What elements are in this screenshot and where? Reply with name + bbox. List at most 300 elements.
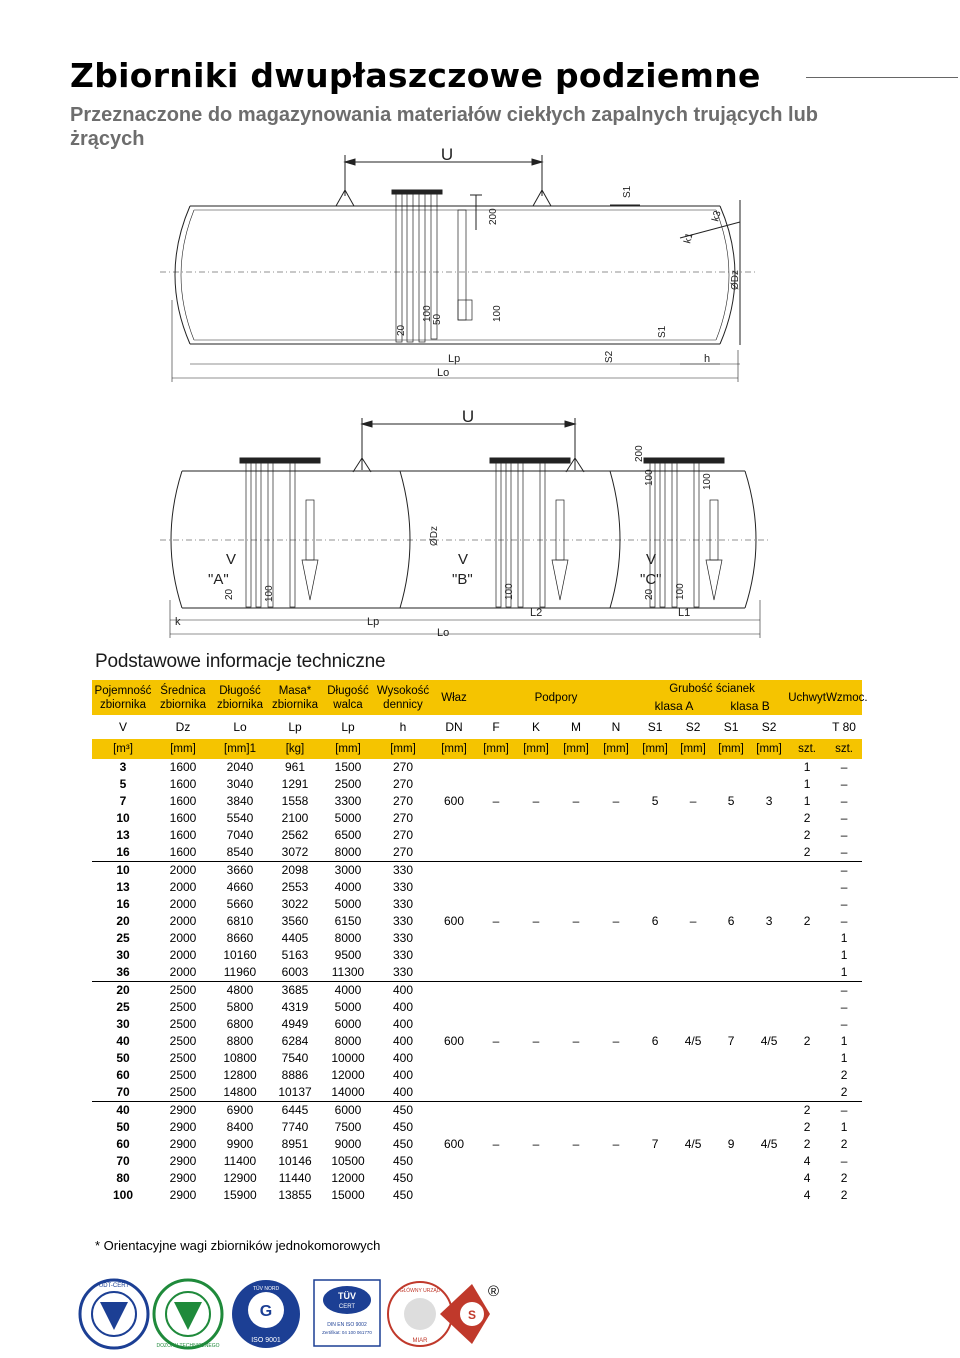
symbol-cell: Dz xyxy=(175,719,191,734)
table-cell-shared: 4/5 xyxy=(684,1137,702,1151)
table-cell: 330 xyxy=(392,880,414,894)
table-cell: 13 xyxy=(116,828,130,842)
table-cell-shared xyxy=(432,1016,476,1033)
table-cell-shared: – xyxy=(492,1137,500,1151)
table-cell: 20 xyxy=(116,914,130,928)
table-cell-shared xyxy=(750,759,788,776)
header-dlugosc: Długość zbiornika xyxy=(212,680,268,715)
iso-9001-logo xyxy=(232,1280,300,1348)
table-cell-shared xyxy=(476,1067,516,1084)
table-cell-shared xyxy=(516,1102,556,1120)
table-cell-shared xyxy=(712,1170,750,1187)
table-cell: 8540 xyxy=(212,844,268,862)
table-cell-shared xyxy=(636,1170,674,1187)
table-cell-shared: – xyxy=(492,794,500,808)
table-cell-shared xyxy=(636,930,674,947)
table-cell: 7 xyxy=(119,794,127,808)
unit-cell: [mm] xyxy=(596,739,636,759)
table-cell-shared xyxy=(476,1102,516,1120)
table-cell-shared xyxy=(556,827,596,844)
table-cell-shared: – xyxy=(612,1034,620,1048)
table-cell-wzmoc: – xyxy=(840,794,848,808)
table-cell-uchwyt xyxy=(788,1067,826,1084)
table-cell-shared xyxy=(750,827,788,844)
table-cell: 270 xyxy=(374,844,432,862)
table-cell: 1600 xyxy=(169,760,197,774)
table-cell: 4000 xyxy=(334,880,362,894)
s1-bottom-label: S1 xyxy=(657,325,668,338)
table-cell: 961 xyxy=(284,760,306,774)
table-cell-shared xyxy=(750,999,788,1016)
table-cell-shared: 7 xyxy=(651,1137,659,1151)
table-cell-shared xyxy=(596,1050,636,1067)
table-cell-shared xyxy=(432,1050,476,1067)
symbol-cell: K xyxy=(531,719,540,734)
table-cell: 400 xyxy=(392,1000,414,1014)
table-cell-shared xyxy=(636,810,674,827)
table-cell-shared xyxy=(596,1187,636,1204)
table-row xyxy=(92,1136,862,1153)
table-cell: 3040 xyxy=(226,777,254,791)
table-cell-shared xyxy=(476,1084,516,1102)
table-cell: 6900 xyxy=(226,1103,254,1117)
table-cell-shared: 4/5 xyxy=(760,1137,778,1151)
table-cell-shared xyxy=(596,1102,636,1120)
unit-cell: [mm] xyxy=(556,739,596,759)
unit-cell: [mm] xyxy=(432,739,476,759)
table-cell-wzmoc: – xyxy=(840,828,848,842)
table-cell-shared xyxy=(712,982,750,1000)
table-cell-shared xyxy=(432,930,476,947)
unit-cell: [mm] xyxy=(516,739,556,759)
table-row xyxy=(92,947,862,964)
table-cell-shared xyxy=(476,862,516,880)
header-uchwyt: Uchwyt xyxy=(788,680,826,715)
table-cell-shared xyxy=(750,1084,788,1102)
table-cell: 2100 xyxy=(281,811,309,825)
table-cell-shared xyxy=(636,1119,674,1136)
gum-top-text: GŁÓWNY URZĄD xyxy=(399,1288,441,1294)
table-cell: 400 xyxy=(392,1017,414,1031)
svg-text:G: G xyxy=(259,1303,273,1320)
table-cell: 1558 xyxy=(281,794,309,808)
table-cell-shared xyxy=(636,1067,674,1084)
table-row xyxy=(92,1016,862,1033)
table-cell-shared xyxy=(750,810,788,827)
table-cell: 9900 xyxy=(226,1137,254,1151)
table-cell-shared xyxy=(432,827,476,844)
table-cell-shared xyxy=(750,896,788,913)
table-cell-shared xyxy=(674,999,712,1016)
table-cell-wzmoc: 2 xyxy=(840,1068,848,1082)
table-cell-shared xyxy=(674,827,712,844)
table-cell-shared: – xyxy=(492,914,500,928)
table-cell-shared xyxy=(556,1153,596,1170)
spec-table-body xyxy=(92,680,868,1204)
table-cell-uchwyt: 1 xyxy=(803,777,811,791)
table-cell-shared xyxy=(636,1153,674,1170)
table-cell: 1600 xyxy=(169,811,197,825)
table-cell-shared xyxy=(712,1102,750,1120)
table-cell-shared xyxy=(712,879,750,896)
table-row xyxy=(92,1170,862,1187)
cert-no-text: Zertifikat: 04 100 061770 xyxy=(322,1330,372,1335)
table-cell: 1600 xyxy=(154,844,212,862)
table-cell-shared xyxy=(516,844,556,862)
table-cell-wzmoc: – xyxy=(840,760,848,774)
view-c-v-label: V xyxy=(646,551,657,568)
symbol-cell: S1 xyxy=(647,719,663,734)
table-cell-shared xyxy=(476,1170,516,1187)
lp-label: Lp xyxy=(448,353,461,365)
symbol-cell: N xyxy=(611,719,621,734)
table-cell: 270 xyxy=(392,760,414,774)
unit-cell: [mm] xyxy=(374,739,432,759)
table-cell: 6150 xyxy=(334,914,362,928)
table-cell: 80 xyxy=(116,1171,130,1185)
table-cell: 9000 xyxy=(334,1137,362,1151)
table-cell-shared xyxy=(556,982,596,1000)
table-cell: 5000 xyxy=(334,811,362,825)
table-cell-shared: 4/5 xyxy=(684,1034,702,1048)
table-cell-shared xyxy=(712,1119,750,1136)
unit-cell: [mm] xyxy=(322,739,374,759)
table-cell-wzmoc: – xyxy=(840,811,848,825)
table-cell-shared xyxy=(750,1119,788,1136)
table-cell-shared: 3 xyxy=(765,914,773,928)
table-cell-shared xyxy=(516,827,556,844)
table-cell: 6445 xyxy=(281,1103,309,1117)
table-cell-shared xyxy=(596,1084,636,1102)
table-cell: 330 xyxy=(392,863,414,877)
table-cell-shared xyxy=(556,930,596,947)
table-cell-shared xyxy=(476,827,516,844)
table-cell-shared xyxy=(596,844,636,862)
table-row xyxy=(92,930,862,947)
table-cell-wzmoc: – xyxy=(840,983,848,997)
table-cell-wzmoc: 1 xyxy=(840,1051,848,1065)
table-cell: 2900 xyxy=(169,1137,197,1151)
table-cell-shared xyxy=(596,759,636,776)
table-cell-shared xyxy=(556,1067,596,1084)
table-cell: 330 xyxy=(392,897,414,911)
view-b-v-label: V xyxy=(458,551,469,568)
unit-cell: szt. xyxy=(826,739,862,759)
table-cell-shared xyxy=(432,1153,476,1170)
table-cell-shared: – xyxy=(532,914,540,928)
l1-label: L1 xyxy=(678,607,691,619)
table-cell-shared: 5 xyxy=(651,794,659,808)
table-cell-shared xyxy=(556,947,596,964)
table-cell-uchwyt xyxy=(788,982,826,1000)
table-cell: 8800 xyxy=(226,1034,254,1048)
table-header-row-1 xyxy=(92,680,862,698)
table-cell: 450 xyxy=(392,1171,414,1185)
symbol-cell: S2 xyxy=(761,719,777,734)
table-cell: 2000 xyxy=(169,863,197,877)
table-cell: 50 xyxy=(116,1120,130,1134)
lo-label-2: Lo xyxy=(437,627,450,639)
table-row xyxy=(92,759,862,776)
table-row xyxy=(92,1119,862,1136)
header-pojemnosc: Pojemność zbiornika xyxy=(92,680,154,715)
table-cell-shared xyxy=(432,1187,476,1204)
dim-100-label-b: 100 xyxy=(492,305,503,322)
table-row xyxy=(92,896,862,913)
table-cell: 13 xyxy=(116,880,130,894)
table-cell-shared xyxy=(674,1102,712,1120)
table-cell-shared xyxy=(432,999,476,1016)
table-cell: 8400 xyxy=(226,1120,254,1134)
table-symbol-row xyxy=(92,715,862,739)
svg-text:S: S xyxy=(467,1308,477,1322)
k3-label: k3 xyxy=(710,209,724,223)
table-cell: 20 xyxy=(116,983,130,997)
table-row xyxy=(92,862,862,880)
lp-label-2: Lp xyxy=(367,616,380,628)
table-cell: 7500 xyxy=(334,1120,362,1134)
dozor-logo xyxy=(154,1280,222,1349)
symbol-cell: M xyxy=(571,719,581,734)
table-cell-uchwyt xyxy=(788,947,826,964)
table-cell-shared xyxy=(476,1153,516,1170)
table-row xyxy=(92,982,862,1000)
unit-cell: [m³] xyxy=(92,739,154,759)
table-cell-shared xyxy=(596,896,636,913)
table-cell: 1600 xyxy=(169,828,197,842)
table-cell: 4949 xyxy=(281,1017,309,1031)
tuv-nord-text: TÜV NORD xyxy=(252,1286,280,1292)
table-cell-wzmoc: 1 xyxy=(840,948,848,962)
table-cell-shared xyxy=(712,896,750,913)
table-cell-shared: – xyxy=(572,1034,580,1048)
table-cell: 4000 xyxy=(334,983,362,997)
table-cell-shared xyxy=(596,947,636,964)
dim-200-label-2: 200 xyxy=(634,445,645,462)
table-cell: 2900 xyxy=(169,1103,197,1117)
table-cell: 30 xyxy=(116,948,130,962)
table-cell: 7040 xyxy=(226,828,254,842)
table-cell-uchwyt: 2 xyxy=(803,811,811,825)
header-wysokosc: Wysokość dennicy xyxy=(374,680,432,715)
udt-text: UDT-CERT xyxy=(98,1283,130,1289)
table-cell-shared xyxy=(750,862,788,880)
table-cell-shared xyxy=(712,844,750,862)
header-srednica: Średnica zbiornika xyxy=(154,680,212,715)
table-cell-shared xyxy=(674,759,712,776)
symbol-cell: Lp xyxy=(288,719,302,734)
table-cell-wzmoc: – xyxy=(840,1017,848,1031)
unit-cell: [mm] xyxy=(712,739,750,759)
unit-cell: szt. xyxy=(788,739,826,759)
table-cell: 400 xyxy=(392,1034,414,1048)
table-cell: 450 xyxy=(392,1188,414,1202)
table-cell-shared xyxy=(516,1153,556,1170)
table-cell-shared xyxy=(636,844,674,862)
table-cell-shared xyxy=(636,999,674,1016)
table-cell-shared xyxy=(516,759,556,776)
table-cell-shared xyxy=(712,759,750,776)
table-cell: 11960 xyxy=(212,964,268,982)
table-cell: 330 xyxy=(374,964,432,982)
table-cell: 3000 xyxy=(334,863,362,877)
table-cell: 50 xyxy=(116,1051,130,1065)
dim-100-label-2d: 100 xyxy=(504,583,515,600)
table-cell-shared xyxy=(432,947,476,964)
table-row xyxy=(92,1067,862,1084)
table-cell-shared xyxy=(432,1170,476,1187)
table-cell: 2500 xyxy=(169,983,197,997)
table-cell: 16 xyxy=(116,897,130,911)
table-cell: 3022 xyxy=(281,897,309,911)
table-cell-shared xyxy=(556,1050,596,1067)
table-cell-shared xyxy=(476,964,516,982)
symbol-cell: S2 xyxy=(685,719,701,734)
table-cell: 5000 xyxy=(334,1000,362,1014)
table-cell-wzmoc: – xyxy=(840,777,848,791)
table-cell-uchwyt: 1 xyxy=(803,760,811,774)
table-cell-shared xyxy=(750,982,788,1000)
table-cell-shared xyxy=(674,810,712,827)
table-cell-wzmoc: – xyxy=(840,863,848,877)
table-row xyxy=(92,810,862,827)
certification-logos xyxy=(78,1278,498,1350)
table-cell-uchwyt: 2 xyxy=(803,914,811,928)
tank-drawing-multi xyxy=(160,407,770,639)
view-c-label: "C" xyxy=(640,571,662,588)
table-cell-wzmoc: – xyxy=(840,1000,848,1014)
table-cell-shared xyxy=(556,1102,596,1120)
table-cell-shared xyxy=(750,1050,788,1067)
table-cell: 330 xyxy=(392,914,414,928)
table-cell-shared xyxy=(432,759,476,776)
dozor-text: DOZORU TECHNICZNEGO xyxy=(156,1343,220,1349)
view-a-v-label: V xyxy=(226,551,237,568)
table-cell-shared xyxy=(712,1084,750,1102)
tank-drawing-single xyxy=(160,145,755,382)
table-cell-shared xyxy=(674,947,712,964)
table-cell-shared xyxy=(476,1016,516,1033)
table-cell-shared xyxy=(636,896,674,913)
table-row xyxy=(92,913,862,930)
table-cell: 12000 xyxy=(331,1171,365,1185)
table-cell-shared: – xyxy=(532,1034,540,1048)
table-cell-shared xyxy=(636,1187,674,1204)
table-cell-shared xyxy=(712,930,750,947)
table-cell-shared xyxy=(476,999,516,1016)
table-cell: 2900 xyxy=(169,1188,197,1202)
table-cell: 2000 xyxy=(169,880,197,894)
table-cell: 5660 xyxy=(226,897,254,911)
table-cell: 4319 xyxy=(281,1000,309,1014)
table-cell-shared xyxy=(476,879,516,896)
table-cell-shared xyxy=(674,1187,712,1204)
table-cell: 3685 xyxy=(281,983,309,997)
table-cell-shared xyxy=(476,844,516,862)
table-cell-shared xyxy=(476,1050,516,1067)
table-cell: 2040 xyxy=(226,760,254,774)
table-row xyxy=(92,793,862,810)
table-cell: 450 xyxy=(392,1154,414,1168)
table-cell: 8000 xyxy=(322,844,374,862)
table-cell-shared xyxy=(556,879,596,896)
table-cell: 10000 xyxy=(331,1051,365,1065)
table-cell: 25 xyxy=(116,1000,130,1014)
symbol-cell: Lo xyxy=(233,719,247,734)
spec-table xyxy=(92,680,868,1204)
table-cell: 3660 xyxy=(226,863,254,877)
table-cell-uchwyt xyxy=(788,930,826,947)
symbol-cell xyxy=(788,715,826,739)
table-cell-shared xyxy=(750,1016,788,1033)
table-cell: 1500 xyxy=(334,760,362,774)
table-cell: 12000 xyxy=(331,1068,365,1082)
table-row xyxy=(92,999,862,1016)
table-cell-uchwyt xyxy=(788,1084,826,1102)
table-cell: 2000 xyxy=(154,964,212,982)
table-cell-shared xyxy=(596,982,636,1000)
table-cell: 6810 xyxy=(226,914,254,928)
table-cell-shared xyxy=(556,862,596,880)
table-cell-shared xyxy=(712,947,750,964)
symbol-cell: V xyxy=(118,719,127,734)
table-cell-shared xyxy=(596,964,636,982)
table-cell-shared xyxy=(596,1170,636,1187)
unit-cell: [mm] xyxy=(476,739,516,759)
table-cell: 2000 xyxy=(169,897,197,911)
table-cell-shared xyxy=(516,999,556,1016)
table-cell: 2500 xyxy=(169,1017,197,1031)
dz-label: ØDz xyxy=(730,270,741,290)
footnote: * Orientacyjne wagi zbiorników jednokomorowych xyxy=(95,1238,381,1253)
table-cell-shared xyxy=(516,982,556,1000)
table-cell: 40 xyxy=(116,1034,130,1048)
table-cell-shared xyxy=(712,1153,750,1170)
table-cell: 8000 xyxy=(334,931,362,945)
symbol-cell: F xyxy=(492,719,500,734)
table-cell: 2500 xyxy=(169,1068,197,1082)
tuv-cert-logo xyxy=(314,1280,380,1346)
table-cell-uchwyt: 4 xyxy=(803,1171,811,1185)
table-cell-shared xyxy=(432,776,476,793)
table-cell-shared xyxy=(750,879,788,896)
table-row xyxy=(92,879,862,896)
table-cell-shared xyxy=(750,1067,788,1084)
table-cell-shared: 600 xyxy=(443,1034,465,1048)
table-cell-shared xyxy=(516,896,556,913)
table-cell-shared xyxy=(674,1067,712,1084)
table-cell-shared: – xyxy=(492,1034,500,1048)
table-cell-uchwyt xyxy=(788,1016,826,1033)
table-cell: 1600 xyxy=(169,794,197,808)
table-cell-shared xyxy=(476,810,516,827)
table-cell-uchwyt: 2 xyxy=(803,828,811,842)
table-cell: 3300 xyxy=(334,794,362,808)
table-cell-shared xyxy=(636,827,674,844)
table-cell: 60 xyxy=(116,1137,130,1151)
table-cell-shared xyxy=(750,1170,788,1187)
k-label: k xyxy=(175,616,181,628)
table-cell: 10146 xyxy=(278,1154,312,1168)
table-cell-shared: 5 xyxy=(727,794,735,808)
unit-cell: [mm] xyxy=(154,739,212,759)
table-cell-shared xyxy=(516,879,556,896)
table-cell-wzmoc: 1 xyxy=(840,1120,848,1134)
lo-label: Lo xyxy=(437,367,450,379)
table-cell-shared xyxy=(516,1050,556,1067)
table-cell: 270 xyxy=(392,828,414,842)
table-cell-shared xyxy=(674,862,712,880)
